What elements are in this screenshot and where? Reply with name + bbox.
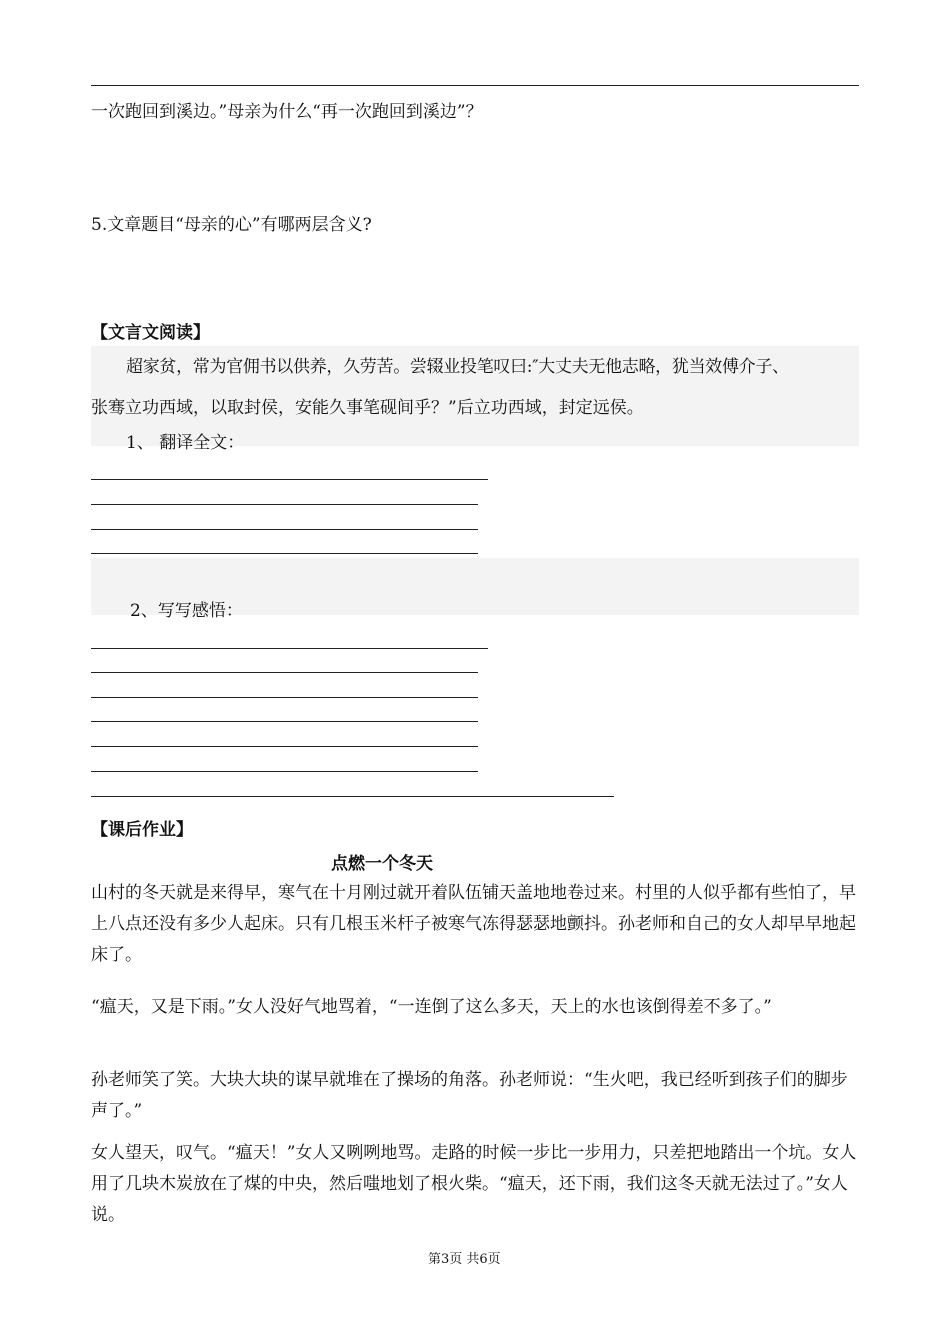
question-translate: 1、 翻译全文：: [126, 433, 245, 453]
story-paragraph: 女人望天，叹气。“瘟天！”女人又咧咧地骂。走路的时候一步比一步用力，只差把地踏出一个坑。女人用了几块木炭放在了煤的中央，然后嗤地划了根火柴。“瘟天，还下雨，我们这冬天就无法过了。”女人说。: [91, 1143, 857, 1225]
answer-line[interactable]: [91, 721, 478, 722]
classical-passage-line2: 张骞立功西域，以取封侯，安能久事笔砚间乎？”后立功西域，封定远侯。: [91, 398, 644, 418]
story-title: 点燃一个冬天: [331, 854, 433, 874]
answer-line[interactable]: [91, 746, 478, 747]
answer-line[interactable]: [91, 697, 478, 698]
story-paragraph: 山村的冬天就是来得早，寒气在十月刚过就开着队伍铺天盖地地卷过来。村里的人似乎都有些怕了，早上八点还没有多少人起床。只有几根玉米杆子被寒气冻得瑟瑟地颤抖。孙老师和自己的女人却早早地起床了。: [91, 883, 856, 965]
classical-passage-line1: 超家贫，常为官佣书以供养，久劳苦。尝辍业投笔叹曰:″大丈夫无他志略，犹当效傅介子、: [126, 357, 789, 377]
classical-heading: 【文言文阅读】: [91, 323, 210, 343]
question-5: 5.文章题目“母亲的心”有哪两层含义?: [91, 215, 372, 235]
story-paragraph: 孙老师笑了笑。大块大块的谋早就堆在了操场的角落。孙老师说：“生火吧，我已经听到孩子们的脚步声了。”: [91, 1070, 848, 1121]
page-footer: 第3页 共6页: [428, 1252, 501, 1267]
answer-line[interactable]: [91, 672, 478, 673]
homework-heading: 【课后作业】: [91, 820, 193, 840]
answer-line[interactable]: [91, 529, 478, 530]
top-rule: [91, 85, 859, 86]
story-paragraph: “瘟天，又是下雨。”女人没好气地骂着，“一连倒了这么多天，天上的水也该倒得差不多了。”: [91, 997, 772, 1017]
question-reflection: 2、写写感悟：: [130, 601, 243, 621]
answer-line[interactable]: [91, 504, 478, 505]
answer-line[interactable]: [91, 648, 488, 649]
answer-line[interactable]: [91, 479, 488, 480]
answer-line[interactable]: [91, 553, 478, 554]
question-4-tail: 一次跑回到溪边。”母亲为什么“再一次跑回到溪边”？: [91, 102, 483, 122]
answer-line[interactable]: [91, 771, 478, 772]
answer-line[interactable]: [91, 796, 614, 797]
